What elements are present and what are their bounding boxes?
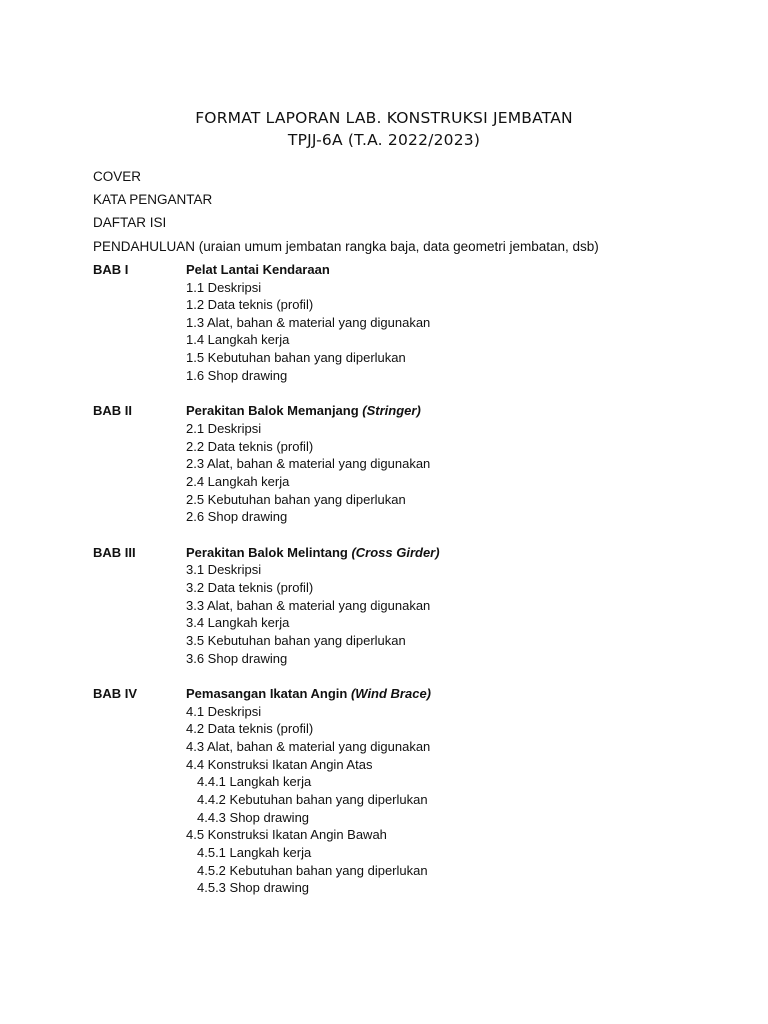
chapter-2-item: 2.1 Deskripsi: [186, 421, 262, 436]
chapter-1-item: 1.4 Langkah kerja: [186, 332, 290, 347]
chapter-4-subitem: 4.5.1 Langkah kerja: [197, 845, 312, 860]
chapter-1-item: 1.1 Deskripsi: [186, 280, 262, 295]
chapter-1-item: 1.6 Shop drawing: [186, 368, 288, 383]
front-matter-introduction: PENDAHULUAN (uraian umum jembatan rangka baja, data geometri jembatan, dsb): [93, 239, 599, 254]
chapter-2-item: 2.6 Shop drawing: [186, 509, 288, 524]
front-matter-cover: COVER: [93, 169, 142, 184]
chapter-4-item: 4.5 Konstruksi Ikatan Angin Bawah: [186, 827, 387, 842]
chapter-4-subitem: 4.4.3 Shop drawing: [197, 810, 310, 825]
document-title: FORMAT LAPORAN LAB. KONSTRUKSI JEMBATAN: [195, 109, 573, 127]
chapter-4-subitem: 4.4.1 Langkah kerja: [197, 774, 312, 789]
chapter-4-item: 4.3 Alat, bahan & material yang digunakan: [186, 739, 431, 754]
chapter-4-label: BAB IV: [93, 686, 138, 701]
chapter-4-title: Pemasangan Ikatan Angin (Wind Brace): [186, 686, 432, 701]
chapter-2-item: 2.3 Alat, bahan & material yang digunakan: [186, 456, 431, 471]
chapter-3-item: 3.3 Alat, bahan & material yang digunakan: [186, 598, 431, 613]
front-matter-toc: DAFTAR ISI: [93, 215, 167, 230]
chapter-4-item: 4.2 Data teknis (profil): [186, 721, 314, 736]
chapter-2-label: BAB II: [93, 403, 132, 418]
document-subtitle: TPJJ-6A (T.A. 2022/2023): [287, 131, 481, 149]
chapter-3-item: 3.4 Langkah kerja: [186, 615, 290, 630]
chapter-3-item: 3.1 Deskripsi: [186, 562, 262, 577]
chapter-2-item: 2.5 Kebutuhan bahan yang diperlukan: [186, 492, 406, 507]
chapter-3-label: BAB III: [93, 545, 136, 560]
chapter-2-item: 2.2 Data teknis (profil): [186, 439, 314, 454]
chapter-4-subitem: 4.5.2 Kebutuhan bahan yang diperlukan: [197, 863, 428, 878]
chapter-2-title: Perakitan Balok Memanjang (Stringer): [186, 403, 421, 418]
chapter-4-item: 4.1 Deskripsi: [186, 704, 262, 719]
chapter-1-label: BAB I: [93, 262, 129, 277]
chapter-4-item: 4.4 Konstruksi Ikatan Angin Atas: [186, 757, 373, 772]
chapter-3-item: 3.5 Kebutuhan bahan yang diperlukan: [186, 633, 406, 648]
chapter-3-title: Perakitan Balok Melintang (Cross Girder): [186, 545, 440, 560]
chapter-1-item: 1.3 Alat, bahan & material yang digunakan: [186, 315, 431, 330]
chapter-4-subitem: 4.5.3 Shop drawing: [197, 880, 310, 895]
chapter-3-item: 3.2 Data teknis (profil): [186, 580, 314, 595]
chapter-4-subitem: 4.4.2 Kebutuhan bahan yang diperlukan: [197, 792, 428, 807]
front-matter-preface: KATA PENGANTAR: [93, 192, 213, 207]
chapter-1-item: 1.5 Kebutuhan bahan yang diperlukan: [186, 350, 406, 365]
chapter-1-item: 1.2 Data teknis (profil): [186, 297, 314, 312]
chapter-1-title: Pelat Lantai Kendaraan: [186, 262, 330, 277]
chapter-3-item: 3.6 Shop drawing: [186, 651, 288, 666]
chapter-2-item: 2.4 Langkah kerja: [186, 474, 290, 489]
